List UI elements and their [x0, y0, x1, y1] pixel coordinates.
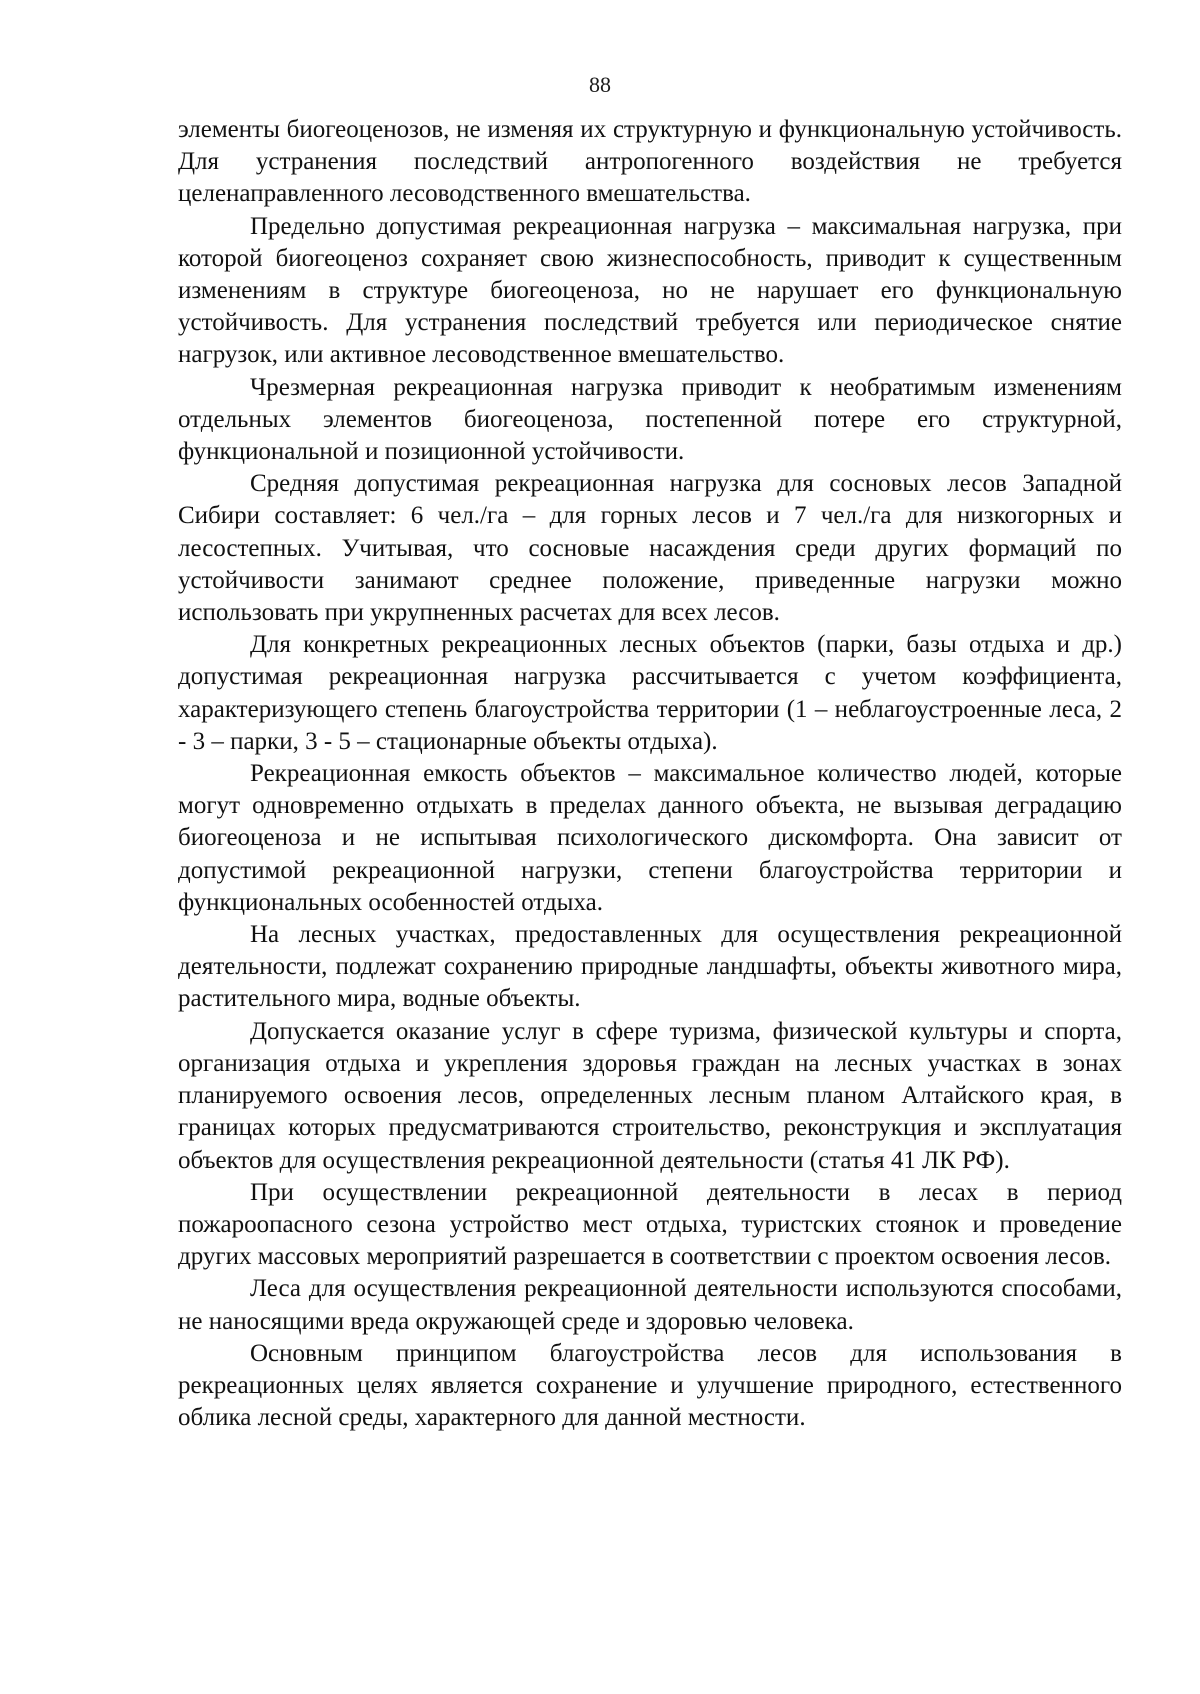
paragraph-continuation: элементы биогеоценозов, не изменяя их структурную и функциональную устойчивость. Для устранения последствий антропогенного воздействия не требуется целенаправленного лесоводственного вмешательства. — [178, 116, 1122, 208]
paragraph-services-allowed: Допускается оказание услуг в сфере туризма, физической культуры и спорта, организация отдыха и укрепления здоровья граждан на лесных участках в зонах планируемого освоения лесов, определенных лесным планом Алтайского края, в границах которых предусматриваются строительство, реконструкция и эксплуатация объектов для осуществления рекреационной деятельности (статья 41 ЛК РФ). — [178, 1017, 1122, 1174]
page-number: 88 — [589, 72, 611, 97]
paragraph-main-principle: Основным принципом благоустройства лесов для использования в рекреационных целях является сохранение и улучшение природного, естественного облика лесной среды, характерного для данной местности. — [178, 1339, 1122, 1432]
paragraph-usage-methods: Леса для осуществления рекреационной деятельности используются способами, не наносящими вреда окружающей среде и здоровью человека. — [178, 1275, 1122, 1335]
paragraph-excessive-load: Чрезмерная рекреационная нагрузка приводит к необратимым изменениям отдельных элементов биогеоценоза, постепенной потере его структурной, функциональной и позиционной устойчивости. — [178, 373, 1122, 466]
paragraph-fire-season: При осуществлении рекреационной деятельности в лесах в период пожароопасного сезона устройство мест отдыха, туристских стоянок и проведение других массовых мероприятий разрешается в соответствии с проектом освоения лесов. — [178, 1178, 1122, 1271]
paragraph-max-permissible-load: Предельно допустимая рекреационная нагрузка – максимальная нагрузка, при которой биогеоценоз сохраняет свою жизнеспособность, приводит к существенным изменениям в структуре биогеоценоза, но не нарушает его функциональную устойчивость. Для устранения последствий требуется или периодическое снятие нагрузок, или активное лесоводственное вмешательство. — [178, 212, 1122, 369]
body-text — [178, 114, 1122, 1434]
paragraph-preservation: На лесных участках, предоставленных для осуществления рекреационной деятельности, подлежат сохранению природные ландшафты, объекты животного мира, растительного мира, водные объекты. — [178, 921, 1122, 1013]
paragraph-average-load: Средняя допустимая рекреационная нагрузка для сосновых лесов Западной Сибири составляет: 6 чел./га – для горных лесов и 7 чел./га для низкогорных и лесостепных. Учитывая, что сосновые насаждения среди других формаций по устойчивости занимают среднее положение, приведенные нагрузки можно использовать при укрупненных расчетах для всех лесов. — [178, 470, 1122, 627]
paragraph-specific-objects: Для конкретных рекреационных лесных объектов (парки, базы отдыха и др.) допустимая рекреационная нагрузка рассчитывается с учетом коэффициента, характеризующего степень благоустройства территории (1 – неблагоустроенные леса, 2 - 3 – парки, 3 - 5 – стационарные объекты отдыха). — [178, 631, 1122, 755]
paragraph-recreational-capacity: Рекреационная емкость объектов – максимальное количество людей, которые могут одновременно отдыхать в пределах данного объекта, не вызывая деградацию биогеоценоза и не испытывая психологического дискомфорта. Она зависит от допустимой рекреационной нагрузки, степени благоустройства территории и функциональных особенностей отдыха. — [178, 760, 1122, 916]
